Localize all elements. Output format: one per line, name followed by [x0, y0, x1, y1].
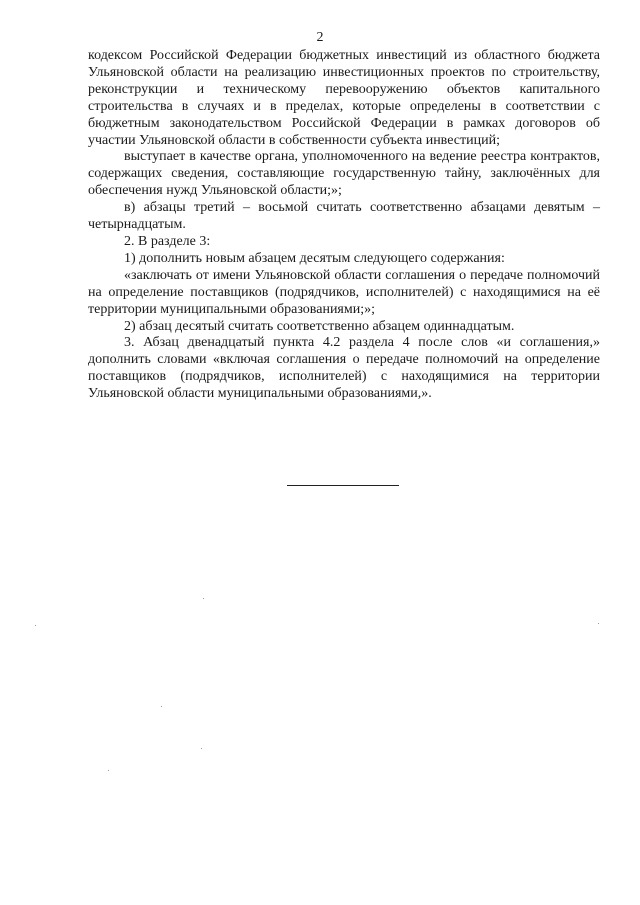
scan-speck: [161, 706, 162, 707]
end-divider-line: [287, 485, 399, 486]
paragraph-section-3-heading: 2. В разделе 3:: [124, 233, 211, 249]
scan-speck: [598, 623, 599, 624]
paragraph-add-clause: 1) дополнить новым абзацем десятым следующего содержания:: [124, 250, 505, 266]
scan-speck: [108, 770, 109, 771]
scan-speck: [203, 598, 204, 599]
page-number: 2: [316, 30, 324, 45]
paragraph-registry-authority: выступает в качестве органа, уполномоченного на ведение реестра контрактов, содержащих сведения, составляющие государственную тайну, заключённых для обеспечения нужд Ульяновской области;»;: [88, 149, 600, 199]
paragraph-renumber-tenth: 2) абзац десятый считать соответственно абзацем одиннадцатым.: [124, 318, 515, 334]
paragraph-section-4-amendment: 3. Абзац двенадцатый пункта 4.2 раздела 4 после слов «и соглашения,» дополнить словами «включая соглашения о передаче полномочий на определение поставщиков (подрядчиков, исполнителей) с находящимися на территории Ульяновской области муниципальными образованиями,».: [88, 335, 600, 402]
scan-speck: [201, 748, 202, 749]
paragraph-continuation: кодексом Российской Федерации бюджетных инвестиций из областного бюджета Ульяновской области на реализацию инвестиционных проектов по строительству, реконструкции и техническому перевооружению объектов капитального строительства в случаях и в пределах, которые определены в соответствии с бюджетным законодательством Российской Федерации в рамках договоров об участии Ульяновской области в собственности субъекта инвестиций;: [88, 48, 600, 148]
scan-speck: [35, 625, 36, 626]
document-body: [88, 48, 600, 403]
paragraph-quoted-clause: «заключать от имени Ульяновской области соглашения о передаче полномочий на определение поставщиков (подрядчиков, исполнителей) с находящимися на её территории муниципальными образованиями;»;: [88, 267, 600, 317]
paragraph-renumber-clauses: в) абзацы третий – восьмой считать соответственно абзацами девятым – четырнадцатым.: [88, 200, 600, 233]
